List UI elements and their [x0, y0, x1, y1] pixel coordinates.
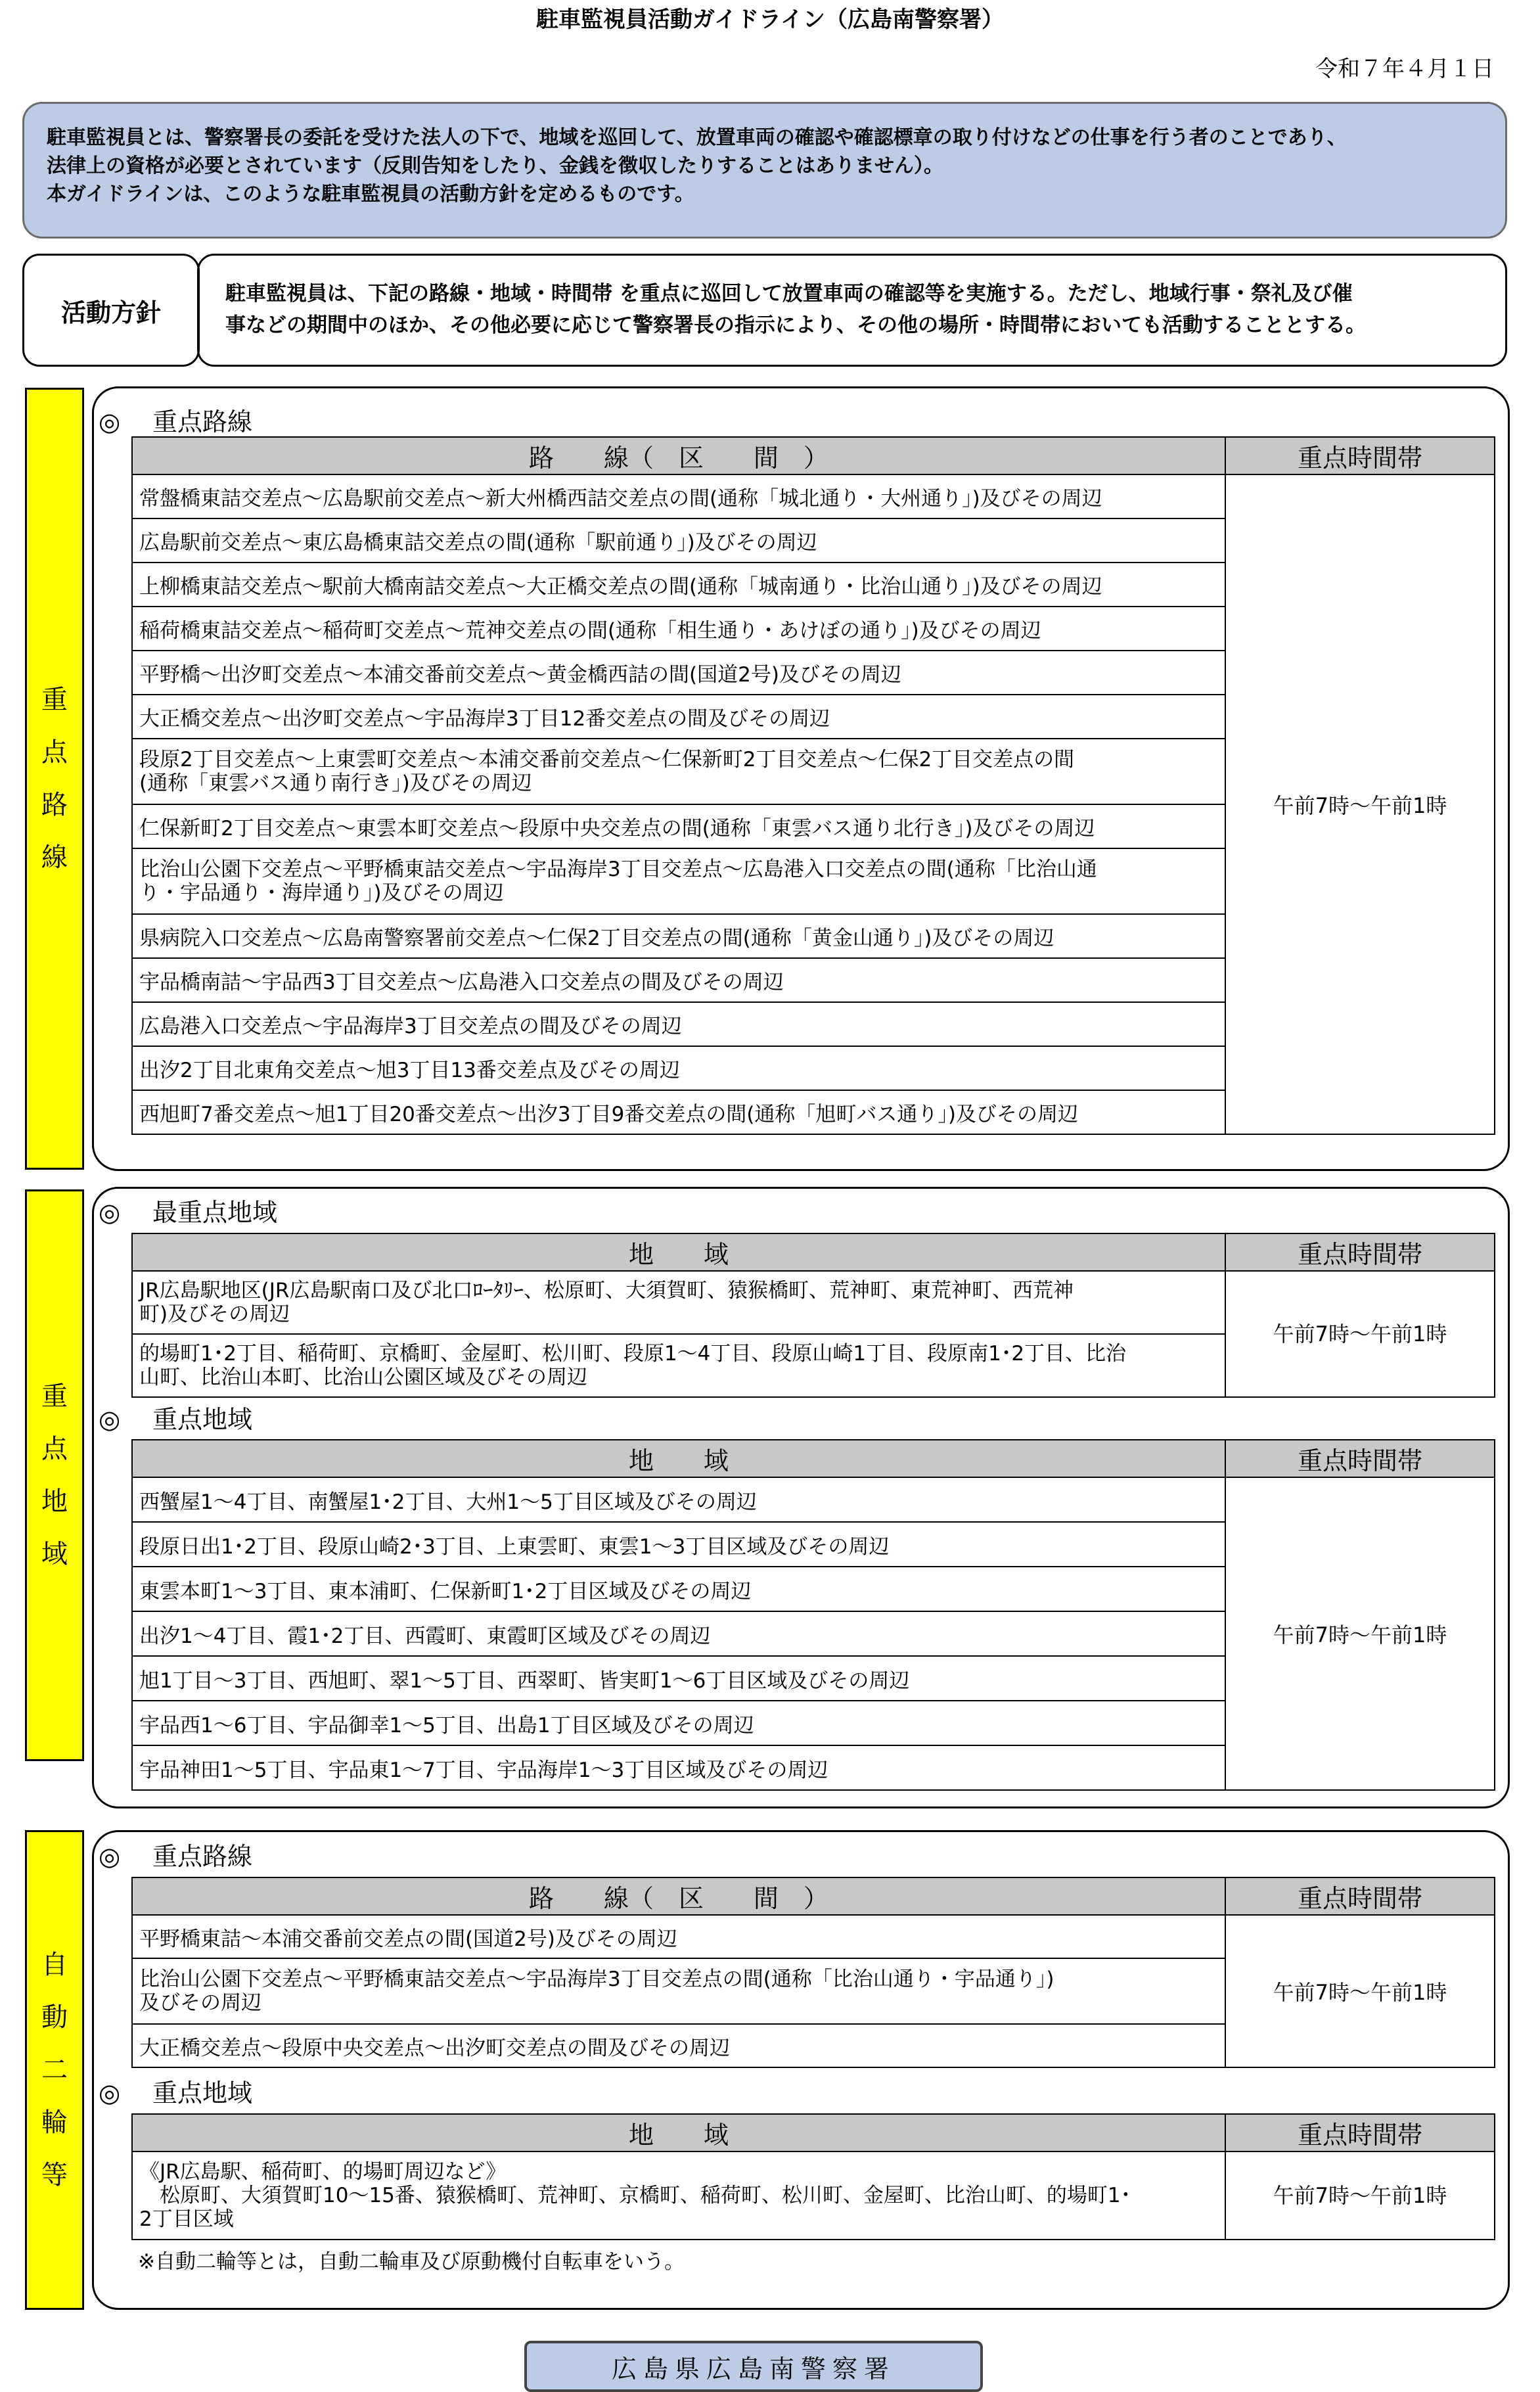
top-areas-time: 午前7時～午前1時: [1225, 1271, 1495, 1397]
areas-time: 午前7時～午前1時: [1225, 1477, 1495, 1790]
moto-routes-table: [131, 1877, 1495, 2068]
moto-routes-time: 午前7時～午前1時: [1225, 1915, 1495, 2067]
route-row: 広島港入口交差点～宇品海岸3丁目交差点の間及びその周辺: [132, 1002, 1225, 1046]
intro-line: 駐車監視員とは、警察署長の委託を受けた法人の下で、地域を巡回して、放置車両の確認や確認標章の取り付けなどの仕事を行う者のことであり、: [47, 126, 1347, 149]
area-row: 宇品神田1～5丁目、宇品東1～7丁目、宇品海岸1～3丁目区域及びその周辺: [132, 1745, 1225, 1790]
top-areas-heading: ◎ 最重点地域: [99, 1198, 278, 1227]
col-header-area: 地 域: [132, 1233, 1225, 1271]
route-row: 西旭町7番交差点～旭1丁目20番交差点～出汐3丁目9番交差点の間(通称「旭町バス通り」)及びその周辺: [132, 1090, 1225, 1134]
col-header-time: 重点時間帯: [1225, 1877, 1495, 1915]
route-row: 大正橋交差点～出汐町交差点～宇品海岸3丁目12番交差点の間及びその周辺: [132, 695, 1225, 739]
area-row: 的場町1･2丁目、稲荷町、京橋町、金屋町、松川町、段原1～4丁目、段原山崎1丁目、段原南1･2丁目、比治 山町、比治山本町、比治山公園区域及びその周辺: [132, 1334, 1225, 1397]
routes-time: 午前7時～午前1時: [1225, 474, 1495, 1134]
areas-heading: ◎ 重点地域: [99, 1405, 253, 1434]
col-header-time: 重点時間帯: [1225, 2114, 1495, 2151]
intro-line: 本ガイドラインは、このような駐車監視員の活動方針を定めるものです。: [47, 183, 694, 206]
moto-note: ※自動二輪等とは，自動二輪車及び原動機付自転車をいう。: [138, 2250, 685, 2274]
routes-heading: ◎ 重点路線: [99, 407, 253, 436]
moto-routes-heading: ◎ 重点路線: [99, 1842, 253, 1871]
col-header-route: 路 線（ 区 間 ）: [132, 1877, 1225, 1915]
policy-text: [197, 254, 1507, 367]
issue-date: 令和７年４月１日: [1315, 56, 1494, 82]
route-row: 仁保新町2丁目交差点～東雲本町交差点～段原中央交差点の間(通称「東雲バス通り北行き」)及びその周辺: [132, 804, 1225, 848]
route-row: 平野橋～出汐町交差点～本浦交番前交差点～黄金橋西詰の間(国道2号)及びその周辺: [132, 651, 1225, 695]
route-row: 出汐2丁目北東角交差点～旭3丁目13番交差点及びその周辺: [132, 1046, 1225, 1090]
areas-table: [131, 1439, 1495, 1791]
area-row: 段原日出1･2丁目、段原山崎2･3丁目、上東雲町、東雲1～3丁目区域及びその周辺: [132, 1522, 1225, 1567]
area-row: JR広島駅地区(JR広島駅南口及び北口ﾛｰﾀﾘｰ、松原町、大須賀町、猿猴橋町、荒神町、東荒神町、西荒神 町)及びその周辺: [132, 1271, 1225, 1334]
moto-areas-heading: ◎ 重点地域: [99, 2079, 253, 2107]
route-row: 段原2丁目交差点～上東雲町交差点～本浦交番前交差点～仁保新町2丁目交差点～仁保2丁目交差点の間 (通称「東雲バス通り南行き」)及びその周辺: [132, 739, 1225, 804]
col-header-area: 地 域: [132, 1440, 1225, 1477]
col-header-time: 重点時間帯: [1225, 1440, 1495, 1477]
routes-table: [131, 436, 1495, 1135]
footer-label: 広島県広島南警察署: [524, 2341, 983, 2392]
moto-areas-table: [131, 2113, 1495, 2240]
route-row: 上柳橋東詰交差点～駅前大橋南詰交差点～大正橋交差点の間(通称「城南通り・比治山通り」)及びその周辺: [132, 563, 1225, 607]
col-header-area: 地 域: [132, 2114, 1225, 2151]
area-row: 宇品西1～6丁目、宇品御幸1～5丁目、出島1丁目区域及びその周辺: [132, 1701, 1225, 1745]
page-title: 駐車監視員活動ガイドライン（広島南警察署）: [536, 7, 1004, 33]
route-row: 比治山公園下交差点～平野橋東詰交差点～宇品海岸3丁目交差点～広島港入口交差点の間(通称「比治山通 り・宇品通り・海岸通り」)及びその周辺: [132, 848, 1225, 914]
top-areas-table: [131, 1233, 1495, 1398]
intro-line: 法律上の資格が必要とされています（反則告知をしたり、金銭を徴収したりすることはありません）。: [47, 154, 943, 177]
col-header-time: 重点時間帯: [1225, 437, 1495, 474]
moto-area-row: 《JR広島駅、稲荷町、的場町周辺など》 松原町、大須賀町10～15番、猿猴橋町、荒神町、京橋町、稲荷町、松川町、金屋町、比治山町、的場町1･ 2丁目区域: [132, 2151, 1225, 2240]
area-row: 東雲本町1～3丁目、東本浦町、仁保新町1･2丁目区域及びその周辺: [132, 1567, 1225, 1611]
policy-label: 活動方針: [22, 254, 200, 367]
moto-areas-time: 午前7時～午前1時: [1225, 2151, 1495, 2240]
col-header-time: 重点時間帯: [1225, 1233, 1495, 1271]
route-row: 稲荷橋東詰交差点～稲荷町交差点～荒神交差点の間(通称「相生通り・あけぼの通り」)及びその周辺: [132, 607, 1225, 651]
route-row: 県病院入口交差点～広島南警察署前交差点～仁保2丁目交差点の間(通称「黄金山通り」)及びその周辺: [132, 914, 1225, 958]
side-label-routes: 重 点 路 線: [25, 388, 84, 1170]
route-row: 常盤橋東詰交差点～広島駅前交差点～新大州橋西詰交差点の間(通称「城北通り・大州通り」)及びその周辺: [132, 474, 1225, 518]
moto-route-row: 平野橋東詰～本浦交番前交差点の間(国道2号)及びその周辺: [132, 1915, 1225, 1958]
route-row: 広島駅前交差点～東広島橋東詰交差点の間(通称「駅前通り」)及びその周辺: [132, 518, 1225, 563]
side-label-moto: 自 動 二 輪 等: [25, 1830, 84, 2310]
area-row: 出汐1～4丁目、霞1･2丁目、西霞町、東霞町区域及びその周辺: [132, 1611, 1225, 1656]
col-header-route: 路 線（ 区 間 ）: [132, 437, 1225, 474]
policy-line: 駐車監視員は、下記の路線・地域・時間帯 を重点に巡回して放置車両の確認等を実施する。ただし、地域行事・祭礼及び催: [225, 282, 1353, 306]
policy-line: 事などの期間中のほか、その他必要に応じて警察署長の指示により、その他の場所・時間帯においても活動することとする。: [225, 313, 1366, 337]
route-row: 宇品橋南詰～宇品西3丁目交差点～広島港入口交差点の間及びその周辺: [132, 958, 1225, 1002]
area-row: 西蟹屋1～4丁目、南蟹屋1･2丁目、大州1～5丁目区域及びその周辺: [132, 1477, 1225, 1522]
moto-route-row: 比治山公園下交差点～平野橋東詰交差点～宇品海岸3丁目交差点の間(通称「比治山通り・宇品通り」) 及びその周辺: [132, 1958, 1225, 2024]
intro-box: [22, 102, 1507, 239]
moto-route-row: 大正橋交差点～段原中央交差点～出汐町交差点の間及びその周辺: [132, 2024, 1225, 2067]
side-label-areas: 重 点 地 域: [25, 1189, 84, 1761]
area-row: 旭1丁目～3丁目、西旭町、翠1～5丁目、西翠町、皆実町1～6丁目区域及びその周辺: [132, 1656, 1225, 1701]
